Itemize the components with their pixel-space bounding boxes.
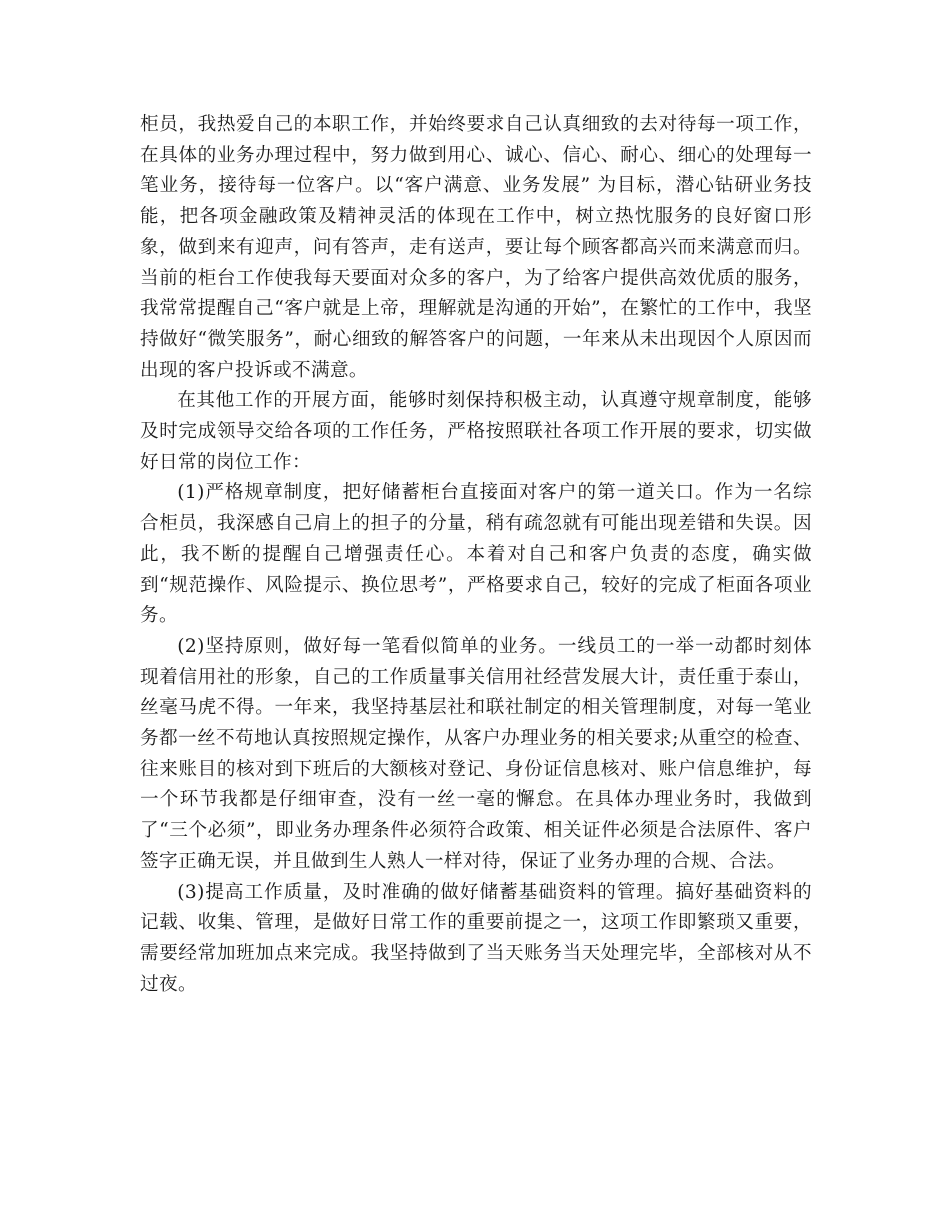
paragraph-1: 柜员，我热爱自己的本职工作，并始终要求自己认真细致的去对待每一项工作，在具体的业务办理过程中，努力做到用心、诚心、信心、耐心、细心的处理每一笔业务，接待每一位客户。以“客户满意、业务发展” 为目标，潜心钻研业务技能，把各项金融政策及精神灵活的体现在工作中，树立热忱服务的良好窗口形象，做到来有迎声，问有答声，走有送声，要让每个顾客都高兴而来满意而归。当前的柜台工作使我每天要面对众多的客户，为了给客户提供高效优质的服务，我常常提醒自己“客户就是上帝，理解就是沟通的开始”，在繁忙的工作中，我坚持做好“微笑服务”，耐心细致的解答客户的问题，一年来从未出现因个人原因而出现的客户投诉或不满意。 (140, 114, 812, 381)
paragraph-4: (2)坚持原则，做好每一笔看似简单的业务。一线员工的一举一动都时刻体现着信用社的形象，自己的工作质量事关信用社经营发展大计，责任重于泰山，丝毫马虎不得。一年来，我坚持基层社和联社制定的相关管理制度，对每一笔业务都一丝不苟地认真按照规定操作，从客户办理业务的相关要求;从重空的检查、往来账目的核对到下班后的大额核对登记、身份证信息核对、账户信息维护，每一个环节我都是仔细审查，没有一丝一毫的懈怠。在具体办理业务时，我做到了“三个必须”，即业务办理条件必须符合政策、相关证件必须是合法原件、客户签字正确无误，并且做到生人熟人一样对待，保证了业务办理的合规、合法。 (140, 635, 812, 872)
paragraph-5: (3)提高工作质量，及时准确的做好储蓄基础资料的管理。搞好基础资料的记载、收集、管理，是做好日常工作的重要前提之一，这项工作即繁琐又重要，需要经常加班加点来完成。我坚持做到了当天账务当天处理完毕，全部核对从不过夜。 (140, 881, 812, 995)
document-body (140, 110, 812, 1000)
paragraph-3: (1)严格规章制度，把好储蓄柜台直接面对客户的第一道关口。作为一名综合柜员，我深感自己肩上的担子的分量，稍有疏忽就有可能出现差错和失误。因此，我不断的提醒自己增强责任心。本着对自己和客户负责的态度，确实做到“规范操作、风险提示、换位思考”，严格要求自己，较好的完成了柜面各项业务。 (140, 482, 812, 627)
paragraph-2: 在其他工作的开展方面，能够时刻保持积极主动，认真遵守规章制度，能够及时完成领导交给各项的工作任务，严格按照联社各项工作开展的要求，切实做好日常的岗位工作： (140, 390, 812, 473)
